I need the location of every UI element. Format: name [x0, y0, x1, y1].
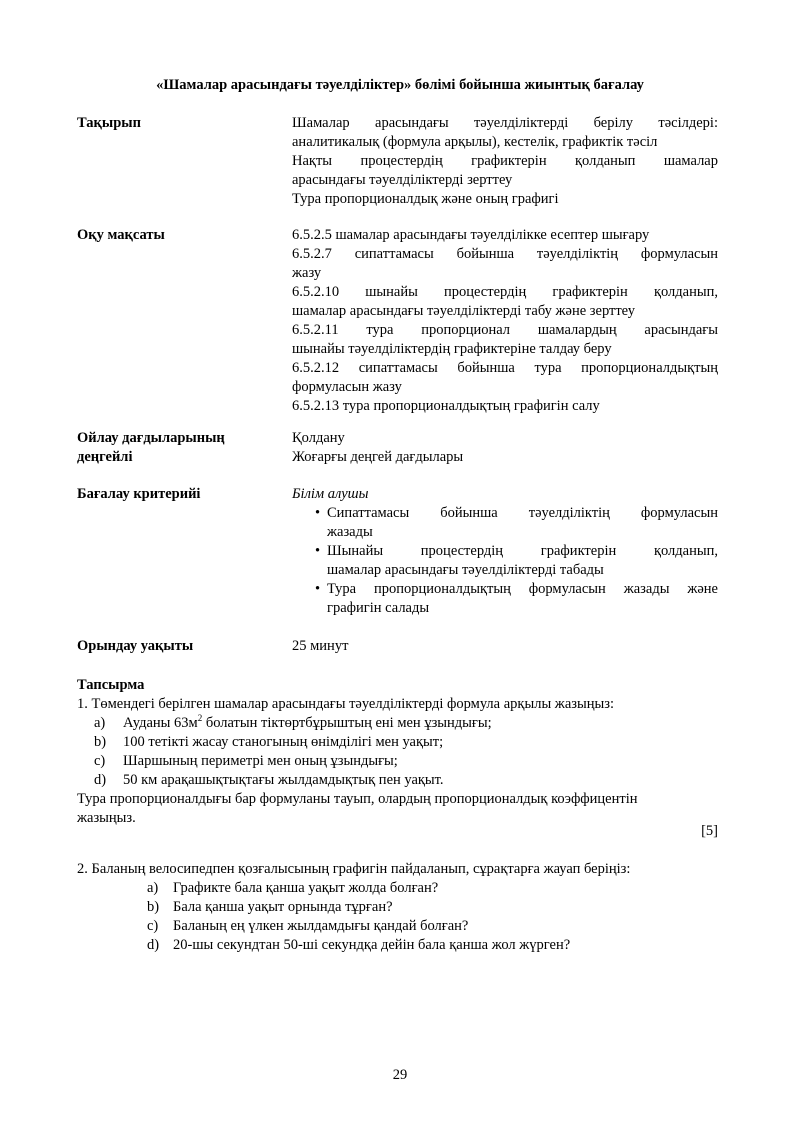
item-marker: d) — [147, 937, 160, 953]
thinking-skills-value — [292, 429, 718, 467]
task-2-item — [77, 898, 718, 917]
task-2-item — [77, 917, 718, 936]
bullet-icon: • — [315, 581, 321, 597]
criteria-label: Бағалау критерийі — [77, 486, 201, 502]
criteria-item-line: шамалар арасындағы тәуелділіктерді табады — [327, 562, 604, 578]
criteria-value — [292, 485, 718, 618]
topic-line: арасындағы тәуелділіктерді зерттеу — [292, 172, 513, 188]
item-marker: c) — [94, 753, 106, 769]
task-1-item — [77, 752, 718, 771]
objective-line: 6.5.2.12 сипаттамасы бойынша тура пропорционалдықтың — [292, 360, 718, 376]
objective-line: 6.5.2.10 шынайы процестердің графиктерін қолданып, — [292, 284, 718, 300]
topic-line: Нақты процестердің графиктерін қолданып шамалар — [292, 153, 718, 169]
criteria-list — [292, 504, 718, 618]
objective-line: 6.5.2.5 шамалар арасындағы тәуелділікке есептер шығару — [292, 227, 650, 243]
task-2 — [77, 860, 718, 955]
criteria-item — [292, 580, 718, 618]
bullet-icon: • — [315, 543, 321, 559]
page-number: 29 — [392, 1067, 408, 1083]
objective-line: жазу — [292, 265, 322, 281]
thinking-value-line: Қолдану — [292, 430, 345, 446]
item-marker: b) — [94, 734, 107, 750]
topic-label: Тақырып — [77, 115, 141, 131]
criteria-item-line: Сипаттамасы бойынша тәуелділіктің формуласын — [327, 505, 718, 521]
objectives-label: Оқу мақсаты — [77, 227, 165, 243]
topic-line: аналитикалық (формула арқылы), кестелік, графиктік тәсіл — [292, 134, 658, 150]
objective-line: 6.5.2.13 тура пропорционалдықтың графигін салу — [292, 398, 600, 414]
task-1-item — [77, 733, 718, 752]
objective-line: 6.5.2.11 тура пропорционал шамалардың арасындағы — [292, 322, 718, 338]
task-1-outro: Тура пропорционалдығы бар формуланы тауып, олардың пропорционалдық коэффицентін — [77, 791, 638, 807]
bullet-icon: • — [315, 505, 321, 521]
item-marker: d) — [94, 772, 107, 788]
item-marker: b) — [147, 899, 160, 915]
topic-line: Тура пропорционалдық және оның графигі — [292, 191, 559, 207]
criteria-item — [292, 504, 718, 542]
criteria-item-line: Тура пропорционалдықтың формуласын жазады және — [327, 581, 718, 597]
task-2-item — [77, 879, 718, 898]
objective-line: шынайы тәуелділіктердің графиктеріне талдау беру — [292, 341, 612, 357]
item-text: Шаршының периметрі мен оның ұзындығы; — [123, 753, 398, 769]
task-1 — [77, 695, 718, 828]
item-text: Ауданы 63м — [123, 715, 198, 731]
criteria-item-line: графигін салады — [327, 600, 430, 616]
task-heading: Тапсырма — [77, 677, 145, 693]
task-1-item — [77, 771, 718, 790]
item-text: 20-шы секундтан 50-ші секундқа дейін бала қанша жол жүрген? — [173, 937, 571, 953]
criteria-intro: Білім алушы — [292, 486, 369, 502]
thinking-skills-label — [77, 429, 277, 467]
thinking-value-line: Жоғарғы деңгей дағдылары — [292, 449, 464, 465]
item-text: Баланың ең үлкен жылдамдығы қандай болған? — [173, 918, 469, 934]
criteria-item — [292, 542, 718, 580]
time-label: Орындау уақыты — [77, 638, 194, 654]
item-marker: a) — [94, 715, 106, 731]
thinking-label-line: Ойлау дағдыларының — [77, 430, 225, 446]
objectives-value — [292, 226, 718, 416]
item-text: Графикте бала қанша уақыт жолда болған? — [173, 880, 439, 896]
task-2-item — [77, 936, 718, 955]
task-1-outro: жазыңыз. — [77, 810, 136, 826]
topic-value — [292, 114, 718, 209]
thinking-label-line: деңгейлі — [77, 449, 133, 465]
time-value: 25 минут — [292, 638, 349, 654]
item-text: Бала қанша уақыт орнында тұрған? — [173, 899, 393, 915]
item-marker: a) — [147, 880, 159, 896]
task-1-intro: 1. Төмендегі берілген шамалар арасындағы тәуелділіктерді формула арқылы жазыңыз: — [77, 696, 614, 712]
item-text: 100 тетікті жасау станогының өнімділігі мен уақыт; — [123, 734, 444, 750]
task-1-points: [5] — [701, 823, 718, 839]
objective-line: формуласын жазу — [292, 379, 402, 395]
superscript: 2 — [197, 713, 203, 723]
objective-line: шамалар арасындағы тәуелділіктерді табу және зерттеу — [292, 303, 636, 319]
page-title: «Шамалар арасындағы тәуелділіктер» бөлімі бойынша жиынтық бағалау — [156, 77, 644, 93]
task-1-item — [77, 714, 718, 733]
item-text: 50 км арақашықтықтағы жылдамдықтық пен уақыт. — [123, 772, 444, 788]
item-text: болатын тіктөртбұрыштың ені мен ұзындығы; — [202, 715, 492, 731]
task-2-intro: 2. Баланың велосипедпен қозғалысының графигін пайдаланып, сұрақтарға жауап беріңіз: — [77, 861, 631, 877]
topic-line: Шамалар арасындағы тәуелділіктерді берілу тәсілдері: — [292, 115, 718, 131]
objective-line: 6.5.2.7 сипаттамасы бойынша тәуелділіктің формуласын — [292, 246, 718, 262]
criteria-item-line: Шынайы процестердің графиктерін қолданып, — [327, 543, 718, 559]
criteria-item-line: жазады — [327, 524, 373, 540]
item-marker: c) — [147, 918, 159, 934]
